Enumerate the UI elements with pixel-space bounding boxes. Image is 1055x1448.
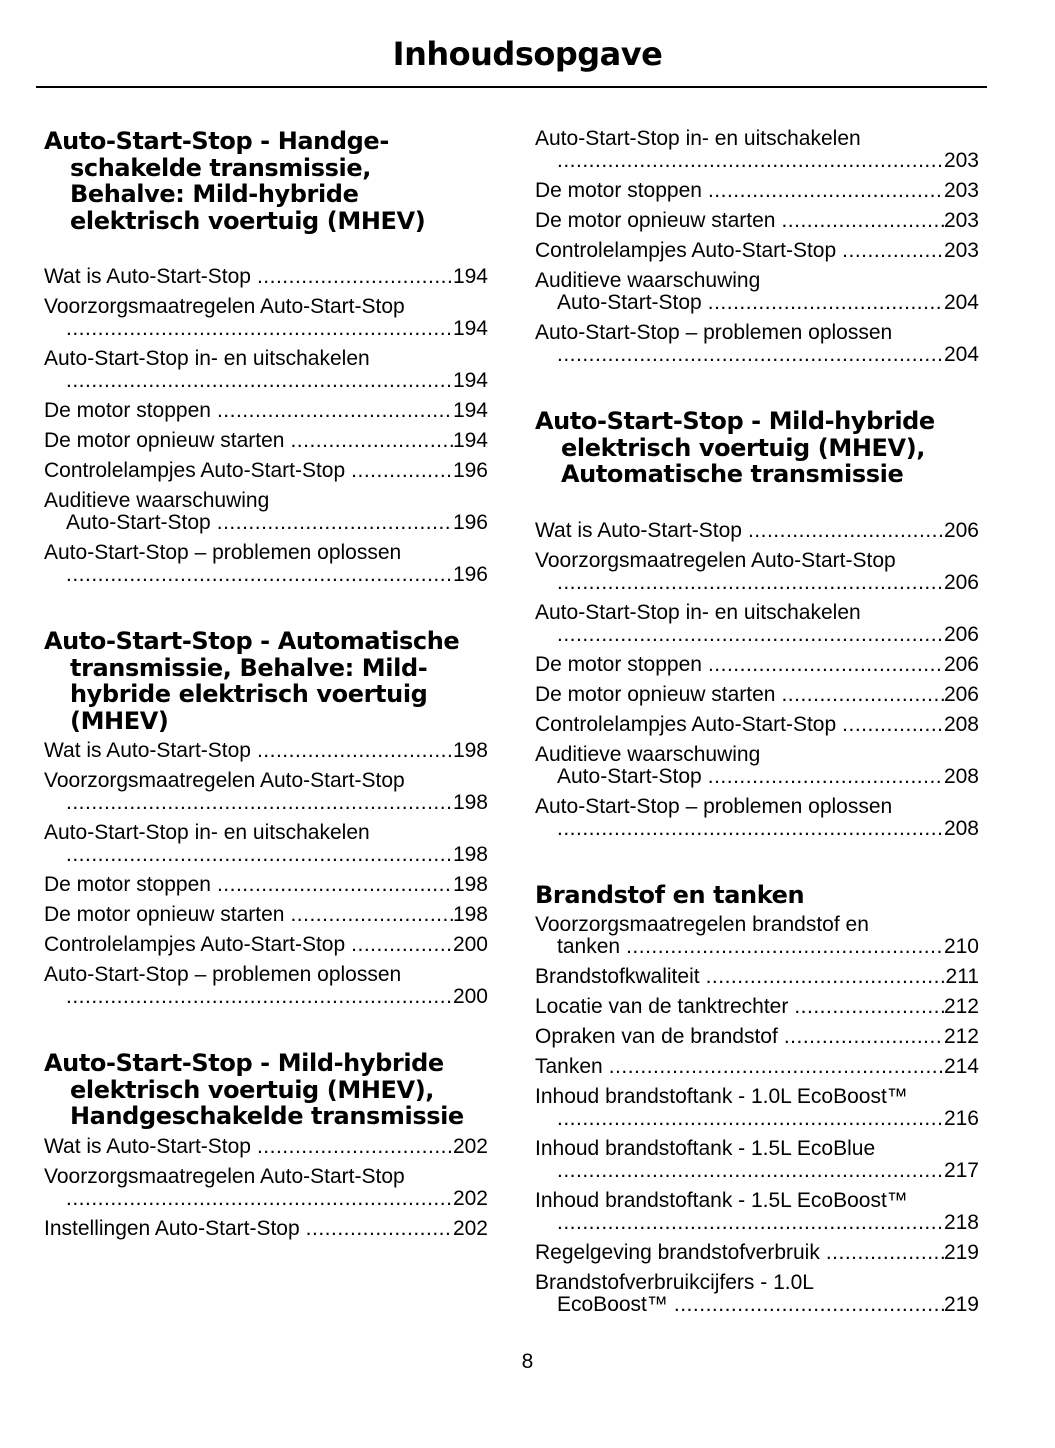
toc-entry[interactable] [44, 1166, 488, 1210]
dot-leader [557, 572, 944, 594]
toc-entry[interactable] [535, 210, 979, 232]
dot-leader [674, 1294, 944, 1316]
toc-entry-title: De motor opnieuw starten [44, 429, 285, 452]
toc-entry-title-continued: Auto-Start-Stop [557, 291, 702, 314]
toc-entry[interactable] [535, 1242, 979, 1264]
toc-entry-page: 206 [943, 682, 979, 706]
toc-entry-page: 217 [943, 1159, 979, 1182]
dot-leader [290, 430, 452, 452]
toc-entry-page: 206 [943, 570, 979, 594]
toc-entry[interactable] [535, 966, 979, 988]
section-heading: Auto-Start-Stop - Automatische transmissie, Behalve: Mild-hybride elektrisch voertuig (MHEV) [44, 627, 460, 735]
toc-entry-title: Voorzorgsmaatregelen Auto-Start-Stop [44, 1164, 405, 1188]
dot-leader [794, 996, 944, 1018]
toc-entry-page: 196 [452, 563, 488, 586]
toc-entry[interactable] [44, 266, 488, 288]
toc-entry-title: Locatie van de tanktrechter [535, 995, 789, 1018]
dot-leader [708, 292, 944, 314]
toc-entry-page: 204 [943, 291, 979, 314]
dot-leader [557, 344, 944, 366]
toc-entry-title: Auto-Start-Stop – problemen oplossen [535, 794, 893, 818]
dot-leader [217, 400, 453, 422]
toc-entry-title-continued: EcoBoost™ [557, 1293, 668, 1316]
toc-entry-title: De motor opnieuw starten [44, 903, 285, 926]
toc-entry-title: De motor opnieuw starten [535, 682, 776, 706]
dot-leader [66, 844, 453, 866]
dot-leader [748, 520, 944, 542]
toc-entry-page: 212 [943, 995, 979, 1018]
dot-leader [257, 740, 453, 762]
dot-leader [351, 934, 453, 956]
toc-entry-page: 198 [452, 903, 488, 926]
toc-entry-title: Auto-Start-Stop – problemen oplossen [535, 321, 893, 344]
toc-entry[interactable] [535, 714, 979, 736]
toc-entry[interactable] [44, 430, 488, 452]
toc-entry-page: 206 [943, 652, 979, 676]
toc-entry[interactable] [44, 542, 488, 586]
toc-entry-page: 203 [943, 239, 979, 262]
toc-entry-title: Auto-Start-Stop in- en uitschakelen [44, 347, 370, 370]
dot-leader [557, 818, 944, 840]
toc-entry-title: Auto-Start-Stop in- en uitschakelen [44, 821, 370, 844]
section-spacer [44, 1016, 488, 1050]
toc-entry-title: Opraken van de brandstof [535, 1025, 778, 1048]
toc-entry-page: 212 [943, 1025, 979, 1048]
dot-leader [781, 210, 943, 232]
toc-entry-page: 206 [943, 518, 979, 542]
toc-entry-title: Voorzorgsmaatregelen brandstof en [535, 913, 869, 936]
dot-leader [557, 624, 944, 646]
page-number: 8 [521, 1350, 534, 1373]
toc-entry[interactable] [535, 744, 979, 788]
toc-entry-page: 196 [452, 511, 488, 534]
toc-entry-title: Auditieve waarschuwing [44, 489, 270, 512]
toc-entry-title: Brandstofverbruikcijfers - 1.0L [535, 1271, 814, 1294]
toc-entry-title: Controlelampjes Auto-Start-Stop [44, 459, 346, 482]
dot-leader [557, 1108, 944, 1130]
title-divider [36, 86, 987, 88]
toc-entry[interactable] [535, 1086, 979, 1130]
toc-entry-page: 211 [945, 965, 979, 988]
toc-entry-title: Voorzorgsmaatregelen Auto-Start-Stop [535, 548, 896, 572]
toc-entry-page: 204 [943, 343, 979, 366]
toc-entry-title: Controlelampjes Auto-Start-Stop [44, 933, 346, 956]
toc-entry[interactable] [535, 550, 979, 594]
toc-entry-title: Auto-Start-Stop – problemen oplossen [44, 963, 402, 986]
toc-entry-title-continued: tanken [557, 935, 621, 958]
toc-entry-page: 203 [943, 149, 979, 172]
toc-entry[interactable] [44, 348, 488, 392]
toc-entry-title-continued: Auto-Start-Stop [66, 511, 211, 534]
toc-entry-page: 202 [452, 1216, 488, 1240]
toc-entry[interactable] [535, 1056, 979, 1078]
toc-entry[interactable] [535, 1138, 979, 1182]
toc-entry-title: Controlelampjes Auto-Start-Stop [535, 239, 837, 262]
dot-leader [781, 684, 943, 706]
toc-left-column [44, 128, 488, 1248]
toc-entry[interactable] [44, 740, 488, 762]
toc-right-column [535, 128, 979, 1324]
dot-leader [351, 460, 453, 482]
toc-entry[interactable] [535, 684, 979, 706]
toc-entry-title-continued: Auto-Start-Stop [557, 764, 702, 788]
section-spacer [535, 374, 979, 408]
dot-leader [708, 766, 944, 788]
toc-entry[interactable] [535, 1190, 979, 1234]
toc-entry-page: 219 [943, 1241, 979, 1264]
toc-entry-title: Wat is Auto-Start-Stop [44, 265, 251, 288]
toc-entry-page: 208 [943, 764, 979, 788]
toc-entry-title: Auditieve waarschuwing [535, 742, 761, 766]
toc-entry-page: 194 [452, 317, 488, 340]
dot-leader [66, 986, 453, 1008]
toc-entry[interactable] [44, 822, 488, 866]
toc-entry[interactable] [44, 904, 488, 926]
dot-leader [66, 792, 453, 814]
toc-entry-page: 203 [943, 179, 979, 202]
toc-entry[interactable] [535, 270, 979, 314]
toc-entry-title: Auto-Start-Stop in- en uitschakelen [535, 127, 861, 150]
toc-entry-title: De motor stoppen [535, 179, 702, 202]
toc-entry-title: Instellingen Auto-Start-Stop [44, 1216, 300, 1240]
toc-entry-page: 203 [943, 209, 979, 232]
toc-entry-page: 198 [452, 873, 488, 896]
toc-entry-page: 216 [943, 1107, 979, 1130]
toc-entry-page: 208 [943, 816, 979, 840]
toc-entry-title: Inhoud brandstoftank - 1.5L EcoBlue [535, 1137, 876, 1160]
toc-entry-page: 219 [943, 1293, 979, 1316]
dot-leader [708, 654, 944, 676]
dot-leader [706, 966, 946, 988]
dot-leader [557, 1212, 944, 1234]
dot-leader [609, 1056, 944, 1078]
toc-entry[interactable] [535, 1272, 979, 1316]
toc-entry[interactable] [535, 796, 979, 840]
toc-entry-page: 206 [943, 622, 979, 646]
toc-entry[interactable] [44, 1218, 488, 1240]
section-heading: Auto-Start-Stop - Mild-hybride elektrisch voertuig (MHEV), Handgeschakelde transmissie [44, 1049, 464, 1130]
toc-entry-page: 208 [943, 712, 979, 736]
dot-leader [306, 1218, 453, 1240]
toc-entry-title: Auto-Start-Stop in- en uitschakelen [535, 600, 861, 624]
toc-entry-title: Tanken [535, 1055, 603, 1078]
toc-entry-title: Inhoud brandstoftank - 1.5L EcoBoost™ [535, 1189, 908, 1212]
toc-entry[interactable] [44, 934, 488, 956]
toc-entry-title: Brandstofkwaliteit [535, 965, 700, 988]
section-heading: Auto-Start-Stop - Handgeschakelde transmissie, Behalve: Mild-hybride elektrisch voertuig (MHEV) [44, 127, 426, 235]
toc-entry[interactable] [44, 296, 488, 340]
toc-entry[interactable] [44, 964, 488, 1008]
toc-entry[interactable] [44, 460, 488, 482]
toc-entry-title: De motor stoppen [44, 399, 211, 422]
dot-leader [66, 370, 453, 392]
dot-leader [842, 714, 944, 736]
dot-leader [217, 512, 453, 534]
toc-entry[interactable] [535, 914, 979, 958]
toc-entry[interactable] [535, 180, 979, 202]
toc-entry[interactable] [44, 770, 488, 814]
page-title: Inhoudsopgave [392, 35, 663, 73]
toc-entry-page: 210 [943, 935, 979, 958]
toc-entry-title: De motor opnieuw starten [535, 209, 776, 232]
toc-entry[interactable] [535, 128, 979, 172]
toc-entry-page: 198 [452, 739, 488, 762]
toc-entry[interactable] [535, 240, 979, 262]
dot-leader [557, 150, 944, 172]
dot-leader [66, 564, 453, 586]
section-heading: Brandstof en tanken [535, 880, 805, 909]
dot-leader [217, 874, 453, 896]
toc-entry-title: Auto-Start-Stop – problemen oplossen [44, 541, 402, 564]
toc-entry-page: 198 [452, 791, 488, 814]
dot-leader [626, 936, 944, 958]
dot-leader [66, 1188, 453, 1210]
toc-entry-page: 194 [452, 265, 488, 288]
dot-leader [257, 1136, 453, 1158]
toc-entry-title: Voorzorgsmaatregelen Auto-Start-Stop [44, 295, 405, 318]
toc-entry-title: De motor stoppen [535, 652, 702, 676]
toc-entry-title: Controlelampjes Auto-Start-Stop [535, 712, 837, 736]
toc-entry-page: 202 [452, 1134, 488, 1158]
toc-entry-page: 194 [452, 369, 488, 392]
toc-entry[interactable] [535, 654, 979, 676]
toc-entry-title: Wat is Auto-Start-Stop [44, 1134, 251, 1158]
dot-leader [842, 240, 944, 262]
toc-entry[interactable] [535, 996, 979, 1018]
section-spacer [44, 594, 488, 628]
dot-leader [66, 318, 453, 340]
toc-entry[interactable] [44, 1136, 488, 1158]
toc-entry-title: Wat is Auto-Start-Stop [535, 518, 742, 542]
dot-leader [708, 180, 944, 202]
dot-leader [826, 1242, 944, 1264]
toc-entry[interactable] [44, 490, 488, 534]
dot-leader [784, 1026, 944, 1048]
dot-leader [290, 904, 452, 926]
toc-entry-page: 194 [452, 399, 488, 422]
section-spacer [535, 848, 979, 882]
toc-entry-page: 198 [452, 843, 488, 866]
dot-leader [557, 1160, 944, 1182]
toc-entry-page: 202 [452, 1186, 488, 1210]
toc-entry-page: 200 [452, 933, 488, 956]
toc-entry-title: Voorzorgsmaatregelen Auto-Start-Stop [44, 769, 405, 792]
toc-entry-page: 194 [452, 429, 488, 452]
toc-entry-page: 218 [943, 1211, 979, 1234]
toc-entry-title: Wat is Auto-Start-Stop [44, 739, 251, 762]
toc-entry-title: Regelgeving brandstofverbruik [535, 1241, 820, 1264]
toc-entry-title: Inhoud brandstoftank - 1.0L EcoBoost™ [535, 1085, 908, 1108]
toc-entry[interactable] [535, 602, 979, 646]
section-heading: Auto-Start-Stop - Mild-hybride elektrisch voertuig (MHEV), Automatische transmissie [535, 407, 935, 488]
dot-leader [257, 266, 453, 288]
toc-entry[interactable] [535, 520, 979, 542]
toc-entry[interactable] [535, 1026, 979, 1048]
toc-entry[interactable] [44, 874, 488, 896]
toc-entry-title: Auditieve waarschuwing [535, 269, 761, 292]
toc-entry-title: De motor stoppen [44, 873, 211, 896]
toc-entry-page: 196 [452, 459, 488, 482]
toc-entry-page: 214 [943, 1055, 979, 1078]
toc-entry[interactable] [44, 400, 488, 422]
toc-entry[interactable] [535, 322, 979, 366]
toc-entry-page: 200 [452, 985, 488, 1008]
